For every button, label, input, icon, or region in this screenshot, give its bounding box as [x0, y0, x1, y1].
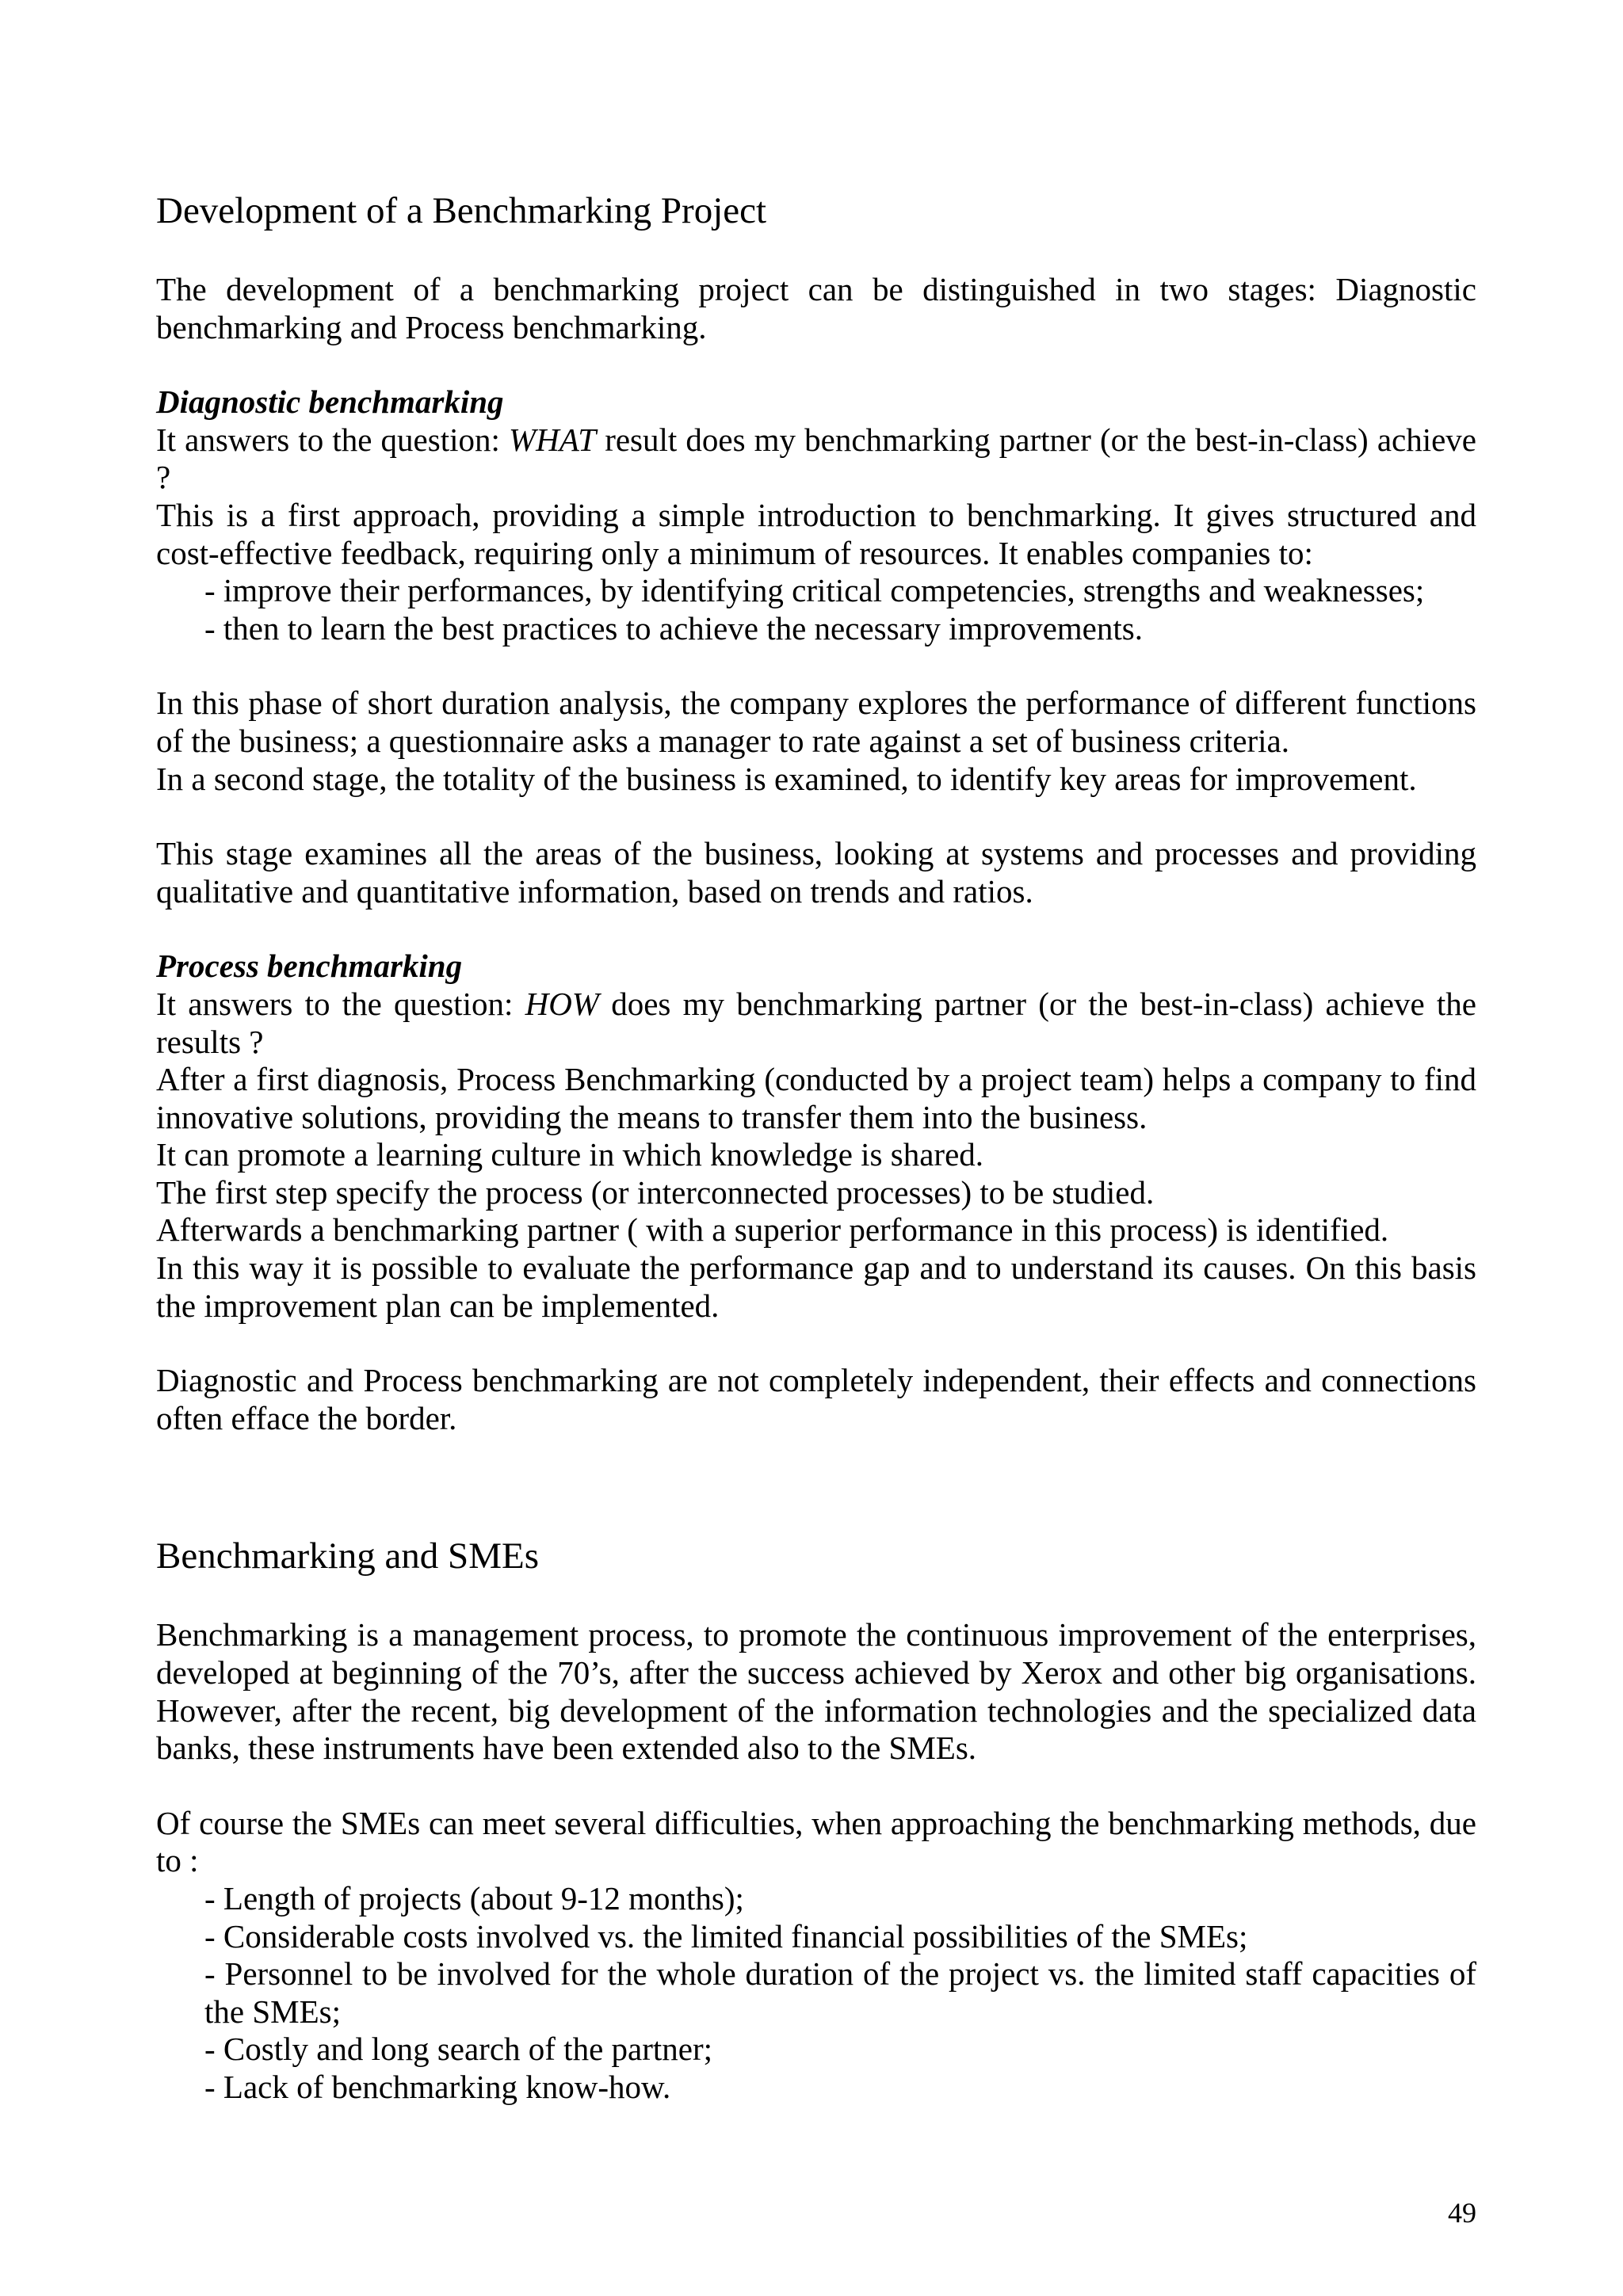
section-heading-development: Development of a Benchmarking Project: [156, 190, 767, 231]
diagnostic-paragraph-phase: In this phase of short duration analysis, the company explores the performance of different functions of the business; a questionnaire asks a manager to rate against a set of business criteria.: [156, 685, 1476, 759]
intro-paragraph: The development of a benchmarking project can be distinguished in two stages: Diagnostic benchmarking and Process benchmarking.: [156, 271, 1476, 345]
page-number: 49: [1448, 2197, 1476, 2229]
process-line: Afterwards a benchmarking partner ( with a superior performance in this process) is identified.: [156, 1211, 1389, 1249]
smes-paragraph-intro: Benchmarking is a management process, to promote the continuous improvement of the enterprises, developed at beginning of the 70’s, after the success achieved by Xerox and other big organisations. However, after the recent, big development of the information technologies and the specialized data banks, these instruments have been extended also to the SMEs.: [156, 1616, 1476, 1767]
section-heading-smes: Benchmarking and SMEs: [156, 1535, 539, 1577]
subheading-process: Process benchmarking: [156, 948, 463, 985]
list-item: - Lack of benchmarking know-how.: [204, 2068, 671, 2105]
process-block: [156, 948, 1476, 1325]
question-keyword-how: HOW: [525, 985, 599, 1022]
subheading-diagnostic: Diagnostic benchmarking: [156, 383, 504, 421]
process-line: It can promote a learning culture in which knowledge is shared.: [156, 1136, 984, 1173]
list-item: - improve their performances, by identifying critical competencies, strengths and weaknesses;: [204, 572, 1425, 609]
diagnostic-bullet-list: [156, 572, 1476, 647]
question-keyword-what: WHAT: [508, 421, 597, 458]
diagnostic-paragraph-examines: This stage examines all the areas of the business, looking at systems and processes and providing qualitative and quantitative information, based on trends and ratios.: [156, 835, 1476, 910]
list-item: - Length of projects (about 9-12 months);: [204, 1880, 744, 1917]
list-item: - Personnel to be involved for the whole duration of the project vs. the limited staff capacities of the SMEs;: [204, 1955, 1476, 2030]
process-line: The first step specify the process (or interconnected processes) to be studied.: [156, 1173, 1155, 1211]
list-item: - then to learn the best practices to achieve the necessary improvements.: [204, 609, 1143, 646]
process-question: It answers to the question: HOW does my benchmarking partner (or the best-in-class) achieve the results ?: [156, 985, 1476, 1060]
diagnostic-paragraph-second-stage: In a second stage, the totality of the business is examined, to identify key areas for improvement.: [156, 760, 1417, 797]
diagnostic-block: [156, 383, 1476, 647]
diagnostic-question: It answers to the question: WHAT result does my benchmarking partner (or the best-in-class) achieve ?: [156, 421, 1476, 496]
diagnostic-phase-block: [156, 685, 1476, 798]
smes-bullet-list: [156, 1880, 1476, 2107]
smes-difficulties-block: [156, 1805, 1476, 2107]
closing-paragraph: Diagnostic and Process benchmarking are not completely independent, their effects and connections often efface the border.: [156, 1362, 1476, 1436]
process-line: In this way it is possible to evaluate the performance gap and to understand its causes. On this basis the improvement plan can be implemented.: [156, 1249, 1476, 1324]
process-line: After a first diagnosis, Process Benchmarking (conducted by a project team) helps a company to find innovative solutions, providing the means to transfer them into the business.: [156, 1061, 1476, 1135]
list-item: - Costly and long search of the partner;: [204, 2031, 713, 2068]
smes-paragraph-difficulties: Of course the SMEs can meet several difficulties, when approaching the benchmarking methods, due to :: [156, 1804, 1476, 1879]
diagnostic-paragraph-approach: This is a first approach, providing a simple introduction to benchmarking. It gives structured and cost-effective feedback, requiring only a minimum of resources. It enables companies to:: [156, 496, 1476, 571]
list-item: - Considerable costs involved vs. the limited financial possibilities of the SMEs;: [204, 1917, 1248, 1955]
